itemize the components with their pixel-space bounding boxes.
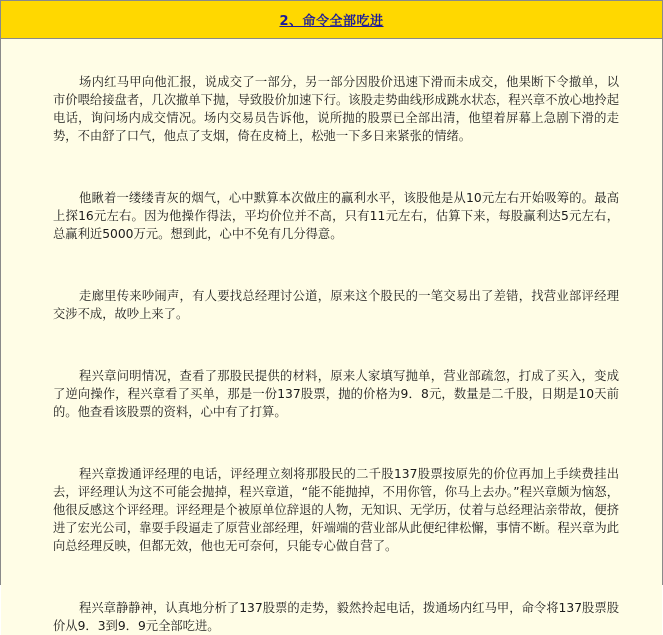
title-bar: [1, 1, 662, 39]
paragraph: 程兴章问明情况，查看了那股民提供的材料，原来人家填写抛单，营业部疏忽，打成了买入，变成了逆向操作，程兴章看了买单，那是一份137股票，抛的价格为9．8元，数量是二千股，日期是10天前的。他查看该股票的资料，心中有了打算。: [53, 369, 619, 419]
section-title[interactable]: 2、命令全部吃进: [279, 14, 384, 29]
paragraph: 程兴章拨通评经理的电话，评经理立刻将那股民的二千股137股票按原先的价位再加上手续费挂出去，评经理认为这不可能会抛掉，程兴章道，“能不能抛掉，不用你管，你马上去办。”程兴章颇为恼怒，他很反感这个评经理。评经理是个被原单位辞退的人物，无知识、无学历，仗着与总经理沾亲带故，便挤进了宏光公司，靠耍手段逼走了原营业部经理，奸端端的营业部从此便纪律松懈，事情不断。程兴章为此向总经理反映，但都无效，他也无可奈何，只能专心做自营了。: [53, 467, 619, 553]
article-body: [1, 39, 662, 635]
paragraph: 程兴章静静神，认真地分析了137股票的走势，毅然拎起电话，拨通场内红马甲，命令将137股票股价从9．3到9．9元全部吃进。: [53, 601, 619, 633]
paragraph: 场内红马甲向他汇报，说成交了一部分，另一部分因股价迅速下滑而未成交，他果断下令撤单，以市价喂给接盘者，几次撤单下抛，导致股价加速下行。该股走势曲线形成跳水状态，程兴章不放心地拎起电话，询问场内成交情况。场内交易员告诉他，说所抛的股票已全部出清，他望着屏幕上急剧下滑的走势，不由舒了口气，他点了支烟，倚在皮椅上，松弛一下多日来紧张的情绪。: [53, 75, 619, 143]
paragraph: 他瞅着一缕缕青灰的烟气，心中默算本次做庄的赢利水平，该股他是从10元左右开始吸筹的。最高上探16元左右。因为他操作得法，平均价位并不高，只有11元左右，估算下来，每股赢利达5元左右，总赢利近5000万元。想到此，心中不免有几分得意。: [53, 191, 619, 241]
paragraph: 走廊里传来吵闹声，有人要找总经理讨公道，原来这个股民的一笔交易出了差错，找营业部评经理交涉不成，故吵上来了。: [53, 289, 619, 321]
